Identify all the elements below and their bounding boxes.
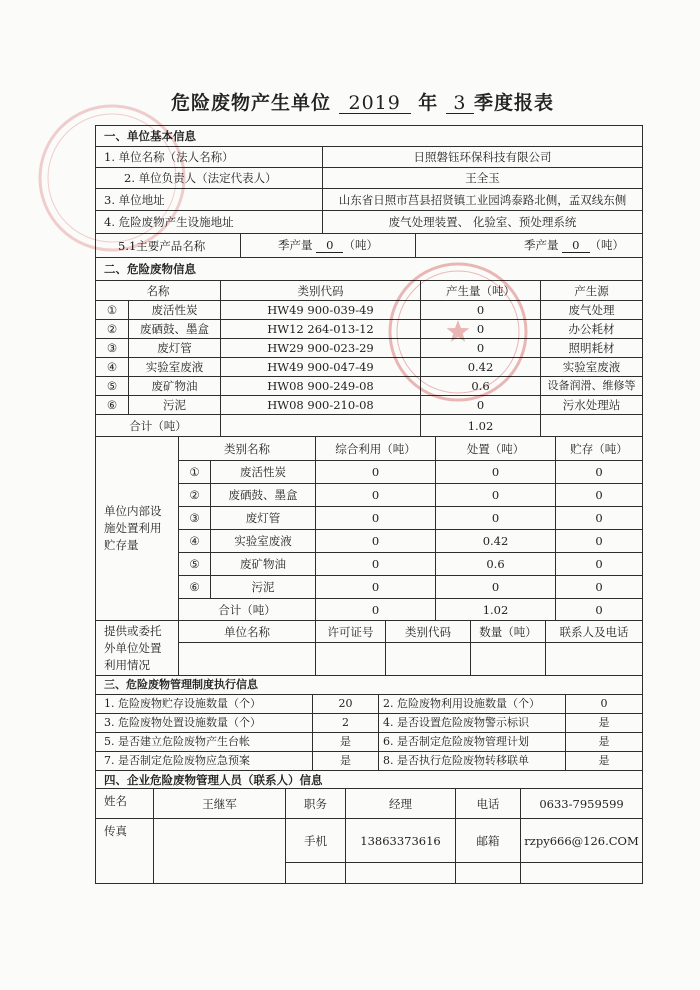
position-value: 经理 (346, 789, 456, 819)
quarter-output-2-value: 0 (562, 239, 589, 253)
disposal-value: 0 (436, 507, 556, 530)
category-name: 实验室废液 (211, 530, 316, 553)
waste-source: 照明耗材 (541, 339, 643, 358)
col-header-code: 类别代码 (221, 281, 421, 301)
waste-source: 办公耗材 (541, 320, 643, 339)
category-name: 废矿物油 (211, 553, 316, 576)
internal-disposal-label (96, 437, 179, 621)
empty-cell (316, 643, 386, 676)
quarter-output-2-unit: （吨） (589, 238, 624, 252)
col-header-storage: 贮存（吨） (556, 437, 643, 461)
external-disposal-label-text: 提供或委托外单位处置利用情况 (104, 623, 162, 672)
ledger-value: 是 (313, 733, 379, 752)
waste-code: HW29 900-023-29 (221, 339, 421, 358)
disposal-value: 0.42 (436, 530, 556, 553)
waste-source: 实验室废液 (541, 358, 643, 377)
internal-row (96, 507, 643, 530)
internal-disposal-label-text: 单位内部设施处置利用贮存量 (104, 504, 162, 552)
transfer-manifest-value: 是 (566, 752, 643, 771)
internal-total-utilization: 0 (316, 599, 436, 621)
internal-row (96, 576, 643, 599)
waste-amount: 0 (421, 396, 541, 415)
category-name: 废灯管 (211, 507, 316, 530)
title-quarter: 3 (446, 93, 474, 114)
quarter-output-2 (416, 234, 643, 258)
waste-amount: 0 (421, 301, 541, 320)
row-number: ⑥ (96, 396, 129, 415)
mobile-label: 手机 (286, 819, 346, 863)
waste-name: 废硒鼓、墨盒 (129, 320, 221, 339)
waste-name: 废活性炭 (129, 301, 221, 320)
position-label: 职务 (286, 789, 346, 819)
title-year: 2019 (339, 93, 411, 114)
empty-cell (346, 863, 456, 884)
empty-cell (541, 415, 643, 437)
utilization-value: 0 (316, 553, 436, 576)
warning-sign-value: 是 (566, 714, 643, 733)
phone-value: 0633-7959599 (521, 789, 643, 819)
waste-row (96, 339, 643, 358)
empty-cell (221, 415, 421, 437)
waste-code: HW08 900-249-08 (221, 377, 421, 396)
waste-code: HW49 900-047-49 (221, 358, 421, 377)
emergency-plan-value: 是 (313, 752, 379, 771)
section-waste-info-heading: 二、危险废物信息 (96, 258, 643, 281)
col-header-utilization: 综合利用（吨） (316, 437, 436, 461)
row-number: ④ (179, 530, 211, 553)
internal-total-storage: 0 (556, 599, 643, 621)
row-number: ① (96, 301, 129, 320)
col-header-contact: 联系人及电话 (546, 621, 643, 643)
title-year-unit: 年 (418, 92, 439, 114)
waste-source: 设备润滑、维修等 (541, 377, 643, 396)
storage-value: 0 (556, 576, 643, 599)
waste-row (96, 377, 643, 396)
waste-row (96, 320, 643, 339)
fax-value (154, 819, 286, 884)
phone-label: 电话 (456, 789, 521, 819)
utilization-value: 0 (316, 484, 436, 507)
empty-cell (521, 863, 643, 884)
disposal-value: 0 (436, 484, 556, 507)
title-suffix: 季度报表 (473, 92, 554, 114)
storage-value: 0 (556, 530, 643, 553)
contact-table (95, 770, 643, 884)
main-product-label: 5.1主要产品名称 (96, 234, 241, 258)
row-number: ④ (96, 358, 129, 377)
waste-amount: 0.42 (421, 358, 541, 377)
waste-source: 污水处理站 (541, 396, 643, 415)
management-plan-label: 6. 是否制定危险废物管理计划 (379, 733, 566, 752)
empty-cell (386, 643, 471, 676)
warning-sign-label: 4. 是否设置危险废物警示标识 (379, 714, 566, 733)
quarter-output-2-label: 季产量 (524, 238, 559, 252)
management-table (95, 675, 643, 771)
report-title (125, 88, 600, 115)
unit-name-value: 日照磐钰环保科技有限公司 (323, 147, 643, 168)
internal-row (96, 461, 643, 484)
report-form (95, 125, 642, 884)
quarter-output-1-value: 0 (316, 239, 343, 253)
empty-cell (546, 643, 643, 676)
unit-name-label: 1. 单位名称（法人名称） (96, 147, 323, 168)
row-number: ② (179, 484, 211, 507)
facility-address-label: 4. 危险废物产生设施地址 (96, 211, 323, 234)
disposal-facility-count-value: 2 (313, 714, 379, 733)
col-header-license: 许可证号 (316, 621, 386, 643)
row-number: ⑥ (179, 576, 211, 599)
name-value: 王继军 (154, 789, 286, 819)
empty-cell (471, 643, 546, 676)
waste-total-amount: 1.02 (421, 415, 541, 437)
waste-name: 废矿物油 (129, 377, 221, 396)
management-plan-value: 是 (566, 733, 643, 752)
col-header-amount: 产生量（吨） (421, 281, 541, 301)
disposal-facility-count-label: 3. 危险废物处置设施数量（个） (96, 714, 313, 733)
waste-row (96, 301, 643, 320)
storage-value: 0 (556, 553, 643, 576)
storage-facility-count-value: 20 (313, 695, 379, 714)
row-number: ⑤ (179, 553, 211, 576)
email-value: rzpy666@126.COM (521, 819, 643, 863)
fax-label: 传真 (96, 819, 154, 884)
utilization-value: 0 (316, 507, 436, 530)
internal-row (96, 553, 643, 576)
quarter-output-1-label: 季产量 (278, 238, 313, 252)
utilization-value: 0 (316, 461, 436, 484)
utilization-value: 0 (316, 576, 436, 599)
row-number: ② (96, 320, 129, 339)
title-prefix: 危险废物产生单位 (171, 92, 332, 114)
external-disposal-table (95, 620, 643, 676)
section-management-heading: 三、危险废物管理制度执行信息 (96, 676, 643, 695)
section-contact-heading: 四、企业危险废物管理人员（联系人）信息 (96, 771, 643, 789)
row-number: ③ (179, 507, 211, 530)
disposal-value: 0.6 (436, 553, 556, 576)
waste-amount: 0.6 (421, 377, 541, 396)
name-label: 姓名 (96, 789, 154, 819)
col-header-unit-name: 单位名称 (179, 621, 316, 643)
col-header-code: 类别代码 (386, 621, 471, 643)
col-header-quantity: 数量（吨） (471, 621, 546, 643)
waste-source: 废气处理 (541, 301, 643, 320)
row-number: ③ (96, 339, 129, 358)
unit-address-label: 3. 单位地址 (96, 189, 323, 211)
quarter-output-1 (241, 234, 416, 258)
transfer-manifest-label: 8. 是否执行危险废物转移联单 (379, 752, 566, 771)
storage-facility-count-label: 1. 危险废物贮存设施数量（个） (96, 695, 313, 714)
waste-amount: 0 (421, 339, 541, 358)
col-header-source: 产生源 (541, 281, 643, 301)
col-header-name: 名称 (96, 281, 221, 301)
legal-representative-value: 王全玉 (323, 168, 643, 189)
col-header-disposal: 处置（吨） (436, 437, 556, 461)
waste-total-label: 合计（吨） (96, 415, 221, 437)
category-name: 废硒鼓、墨盒 (211, 484, 316, 507)
category-name: 污泥 (211, 576, 316, 599)
utilization-facility-count-label: 2. 危险废物利用设施数量（个） (379, 695, 566, 714)
email-label: 邮箱 (456, 819, 521, 863)
external-disposal-label (96, 621, 179, 676)
legal-representative-label: 2. 单位负责人（法定代表人） (96, 168, 323, 189)
waste-code: HW49 900-039-49 (221, 301, 421, 320)
waste-amount: 0 (421, 320, 541, 339)
waste-name: 实验室废液 (129, 358, 221, 377)
ledger-label: 5. 是否建立危险废物产生台帐 (96, 733, 313, 752)
internal-row (96, 484, 643, 507)
internal-total-label: 合计（吨） (179, 599, 316, 621)
waste-row (96, 358, 643, 377)
empty-cell (286, 863, 346, 884)
basic-info-table (95, 125, 643, 258)
waste-name: 废灯管 (129, 339, 221, 358)
facility-address-value: 废气处理装置、 化验室、预处理系统 (323, 211, 643, 234)
category-name: 废活性炭 (211, 461, 316, 484)
internal-row (96, 530, 643, 553)
waste-info-table (95, 257, 643, 437)
waste-name: 污泥 (129, 396, 221, 415)
disposal-value: 0 (436, 576, 556, 599)
row-number: ① (179, 461, 211, 484)
disposal-value: 0 (436, 461, 556, 484)
internal-disposal-table (95, 436, 643, 621)
storage-value: 0 (556, 461, 643, 484)
waste-row (96, 396, 643, 415)
utilization-facility-count-value: 0 (566, 695, 643, 714)
emergency-plan-label: 7. 是否制定危险废物应急预案 (96, 752, 313, 771)
mobile-value: 13863373616 (346, 819, 456, 863)
storage-value: 0 (556, 507, 643, 530)
col-header-category: 类别名称 (179, 437, 316, 461)
storage-value: 0 (556, 484, 643, 507)
utilization-value: 0 (316, 530, 436, 553)
empty-cell (179, 643, 316, 676)
quarter-output-1-unit: （吨） (343, 238, 378, 252)
internal-total-disposal: 1.02 (436, 599, 556, 621)
unit-address-value: 山东省日照市莒县招贤镇工业园鸿泰路北侧，孟双线东侧 (323, 189, 643, 211)
waste-code: HW12 264-013-12 (221, 320, 421, 339)
empty-cell (456, 863, 521, 884)
row-number: ⑤ (96, 377, 129, 396)
waste-code: HW08 900-210-08 (221, 396, 421, 415)
section-basic-info-heading: 一、单位基本信息 (96, 126, 643, 147)
